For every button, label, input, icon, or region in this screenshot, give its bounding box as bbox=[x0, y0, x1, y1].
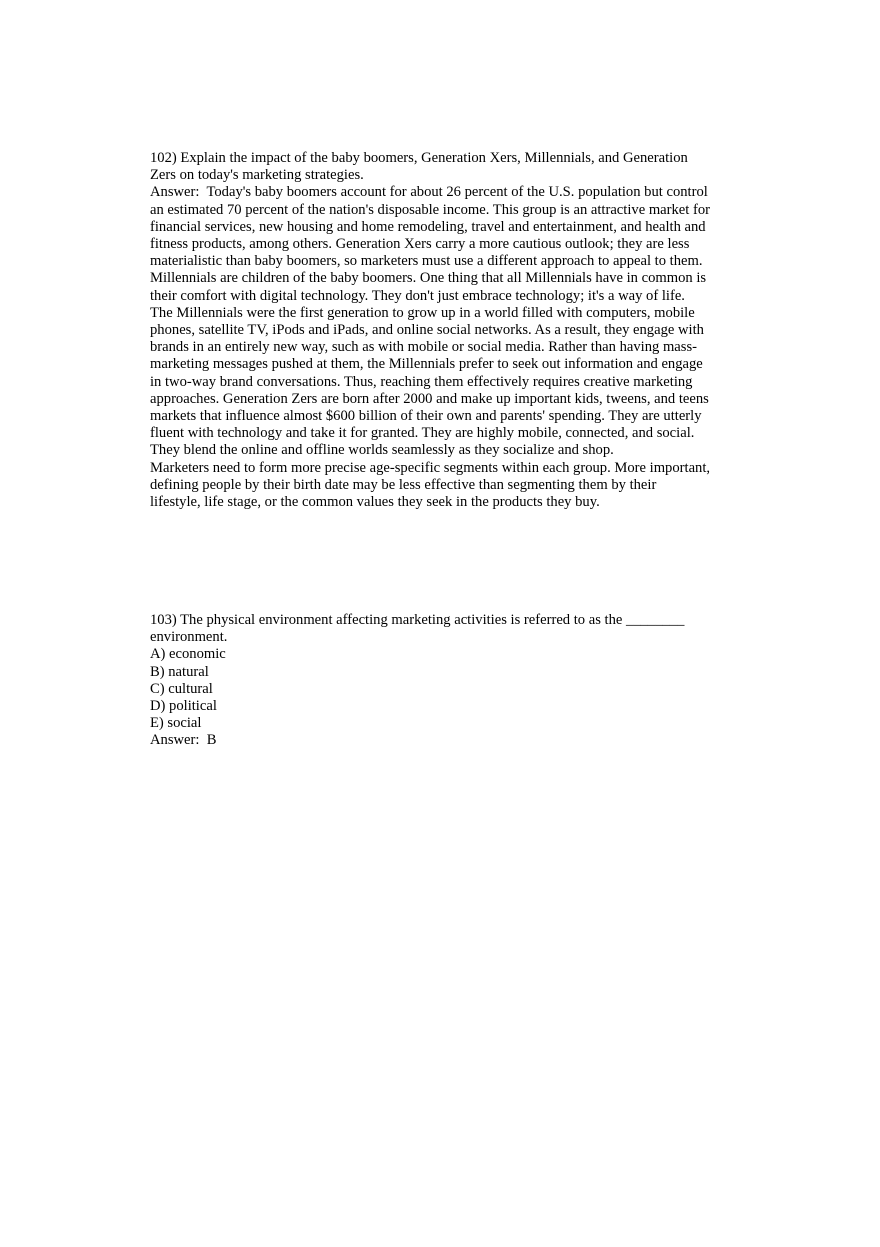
option-c: C) cultural bbox=[150, 680, 213, 697]
answer-102-line: fitness products, among others. Generation Xers carry a more cautious outlook; they are less bbox=[150, 236, 690, 253]
option-e: E) social bbox=[150, 715, 202, 732]
answer-102-line: brands in an entirely new way, such as with mobile or social media. Rather than having mass- bbox=[150, 339, 697, 356]
answer-102-line: marketing messages pushed at them, the Millennials prefer to seek out information and engage bbox=[150, 356, 703, 373]
answer-102-line: phones, satellite TV, iPods and iPads, and online social networks. As a result, they engage with bbox=[150, 322, 704, 339]
answer-102-line: financial services, new housing and home remodeling, travel and entertainment, and health and bbox=[150, 218, 706, 235]
answer-102-line: Millennials are children of the baby boomers. One thing that all Millennials have in common is bbox=[150, 270, 707, 287]
question-102-line: Zers on today's marketing strategies. bbox=[150, 167, 364, 184]
answer-102-line: materialistic than baby boomers, so marketers must use a different approach to appeal to them. bbox=[150, 253, 703, 270]
option-a: A) economic bbox=[150, 646, 226, 663]
answer-102-line: approaches. Generation Zers are born after 2000 and make up important kids, tweens, and teens bbox=[150, 390, 709, 407]
answer-103: Answer: B bbox=[150, 732, 217, 749]
answer-102-line: their comfort with digital technology. They don't just embrace technology; it's a way of life. bbox=[150, 287, 685, 304]
answer-102-line: markets that influence almost $600 billion of their own and parents' spending. They are utterly bbox=[150, 408, 702, 425]
option-d: D) political bbox=[150, 698, 217, 715]
answer-102-line: an estimated 70 percent of the nation's disposable income. This group is an attractive market for bbox=[150, 201, 710, 218]
option-b: B) natural bbox=[150, 663, 209, 680]
answer-102-line: Answer: Today's baby boomers account for about 26 percent of the U.S. population but control bbox=[150, 184, 708, 201]
question-103-text: 103) The physical environment affecting marketing activities is referred to as the ________ bbox=[150, 612, 685, 628]
question-103 bbox=[150, 612, 730, 750]
answer-102-line: defining people by their birth date may be less effective than segmenting them by their bbox=[150, 476, 657, 493]
answer-102-line: lifestyle, life stage, or the common values they seek in the products they buy. bbox=[150, 494, 600, 511]
question-102-line: 102) Explain the impact of the baby boomers, Generation Xers, Millennials, and Generation bbox=[150, 150, 688, 166]
answer-102-line: The Millennials were the first generation to grow up in a world filled with computers, mobile bbox=[150, 304, 695, 321]
answer-102-line: Marketers need to form more precise age-specific segments within each group. More important, bbox=[150, 459, 711, 476]
question-103-text: environment. bbox=[150, 629, 228, 646]
answer-102-line: fluent with technology and take it for granted. They are highly mobile, connected, and social. bbox=[150, 425, 695, 442]
question-102 bbox=[150, 150, 730, 511]
answer-102-line: They blend the online and offline worlds seamlessly as they socialize and shop. bbox=[150, 442, 614, 459]
answer-102-line: in two-way brand conversations. Thus, reaching them effectively requires creative marketing bbox=[150, 373, 693, 390]
